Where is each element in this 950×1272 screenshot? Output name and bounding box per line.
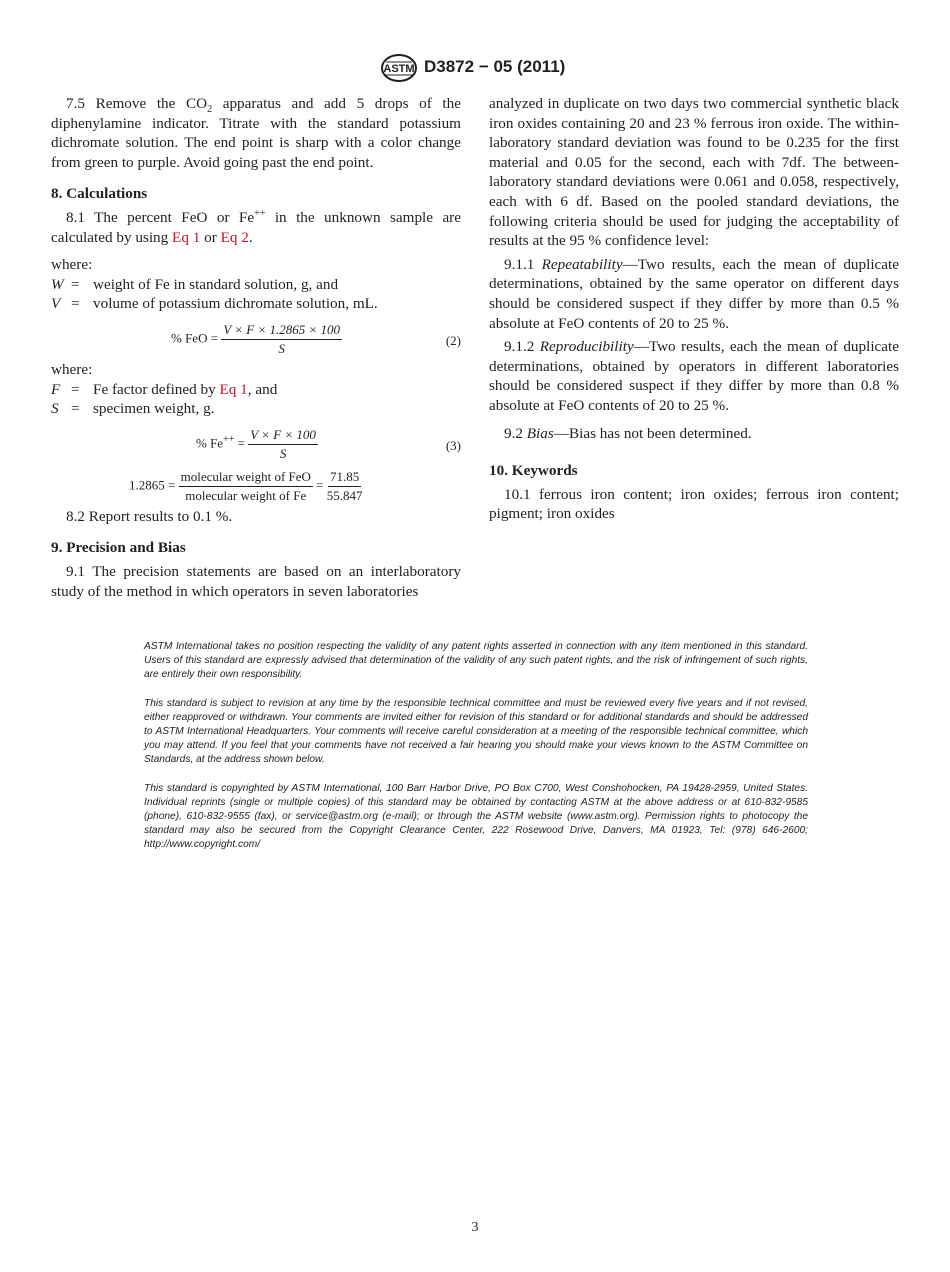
revision-notice: This standard is subject to revision at any time by the responsible technical committee and must be reviewed every five years and if not revised, either reapproved or withdrawn. Your comments are invited either for revision of this standard or for additional standards and should be addressed to ASTM International Headquarters. Your comments will receive careful consideration at a meeting of the responsible technical committee, which you may attend. If you feel that your comments have not received a fair hearing you should make your views known to the ASTM Committee on Standards, at the address shown below. [144,698,808,765]
where-label: where: [51,256,93,274]
section-heading-calculations: 8. Calculations [51,185,148,203]
paragraph-10-1: 10.1 ferrous iron content; iron oxides; ferrous iron content; pigment; iron oxides [489,485,899,523]
paragraph-9-2: 9.2 Bias—Bias has not been determined. [504,424,752,442]
equation-2: % FeO = $\frac{V \times F \times 1.2865 \times 100}{S}$ (2) [171,321,461,356]
where-label: where: [51,360,93,378]
equation-factor: 1.2865 = $\frac{\text{molecular weight of FeO}}{\text{molecular weight of Fe}}$ = $\frac{71.85}{55.847}$ [129,468,363,503]
paragraph-9-1-1: 9.1.1 Repeatability—Two results, each the mean of duplicate determinations, obtained by the same operator on different days should be considered suspect if they differ by more than 0.5 % absolute at FeO contents of 20 to 25 %. [489,255,899,332]
equation-number: (2) [445,332,461,348]
left-column [51,94,461,601]
definition-w: W = weight of Fe in standard solution, g, and [51,275,339,293]
definition-s: S = specimen weight, g. [51,400,215,418]
paragraph-8-1: 8.1 The percent FeO or Fe++ in the unknown sample are calculated by using Eq 1 or Eq 2. [51,207,461,246]
eq1-link[interactable]: Eq 1 [172,228,201,246]
astm-logo-icon [380,53,418,83]
document-id: D3872 − 05 (2011) [424,57,566,76]
right-column [489,94,899,524]
page-header [0,56,950,82]
definition-f: F = Fe factor defined by Eq 1, and [51,380,278,398]
patent-notice: ASTM International takes no position respecting the validity of any patent rights asserted in connection with any item mentioned in this standard. Users of this standard are expressly advised that determination of the validity of any such patent rights, and the risk of infringement of such rights, are entirely their own responsibility. [144,641,808,680]
section-heading-precision: 9. Precision and Bias [51,539,186,557]
paragraph-7-5: 7.5 Remove the $CO_2$ apparatus and add 5 drops of the diphenylamine indicator. Titrate with the standard potassium dichromate solution. The end point is sharp with a color change from green to purple. Avoid going past the end point. [51,95,461,171]
paragraph-8-2: 8.2 Report results to 0.1 %. [66,507,233,525]
page-number: 3 [471,1220,479,1235]
eq2-link[interactable]: Eq 2 [220,228,249,246]
definition-v: V = volume of potassium dichromate solution, mL. [51,295,378,313]
paragraph-9-1-2: 9.1.2 Reproducibility—Two results, each the mean of duplicate determinations, obtained by operators in different laboratories should be considered suspect if they differ by more than 0.8 % absolute at FeO contents of 20 to 25 %. [489,338,899,414]
svg-text:ASTM: ASTM [383,63,415,75]
copyright-notice: This standard is copyrighted by ASTM International, 100 Barr Harbor Drive, PO Box C700, West Conshohocken, PA 19428-2959, United States. Individual reprints (single or multiple copies) of this standard may be obtained by contacting ASTM at the above address or at 610-832-9585 (phone), 610-832-9555 (fax), or service@astm.org (e-mail); or through the ASTM website (www.astm.org). Permission rights to photocopy the standard may also be secured from the Copyright Clearance Center, 222 Rosewood Drive, Danvers, MA 01923, Tel: (978) 646-2600; http://www.copyright.com/ [144,783,808,850]
section-heading-keywords: 10. Keywords [489,462,578,480]
footer-notice [144,640,808,867]
equation-number: (3) [445,437,461,453]
eq1-link[interactable]: Eq 1 [219,380,248,398]
equation-3: % Fe++ = $\frac{V \times F \times 100}{S}$ (3) [196,426,461,461]
paragraph-9-1: 9.1 The precision statements are based on an interlaboratory study of the method in which operators in seven laboratories [51,562,461,600]
paragraph-9-1-continued: analyzed in duplicate on two days two commercial synthetic black iron oxides containing 20 and 23 % ferrous iron oxide. The within-laboratory standard deviation was found to be 0.235 for the first material and 0.05 for the second, each with 7df. The between-laboratory standard deviations were 0.061 and 0.058, respectively, each with 6 df. Based on the pooled standard deviations, the following criteria should be used for judging the acceptability of results at the 95 % confidence level: [489,95,899,250]
